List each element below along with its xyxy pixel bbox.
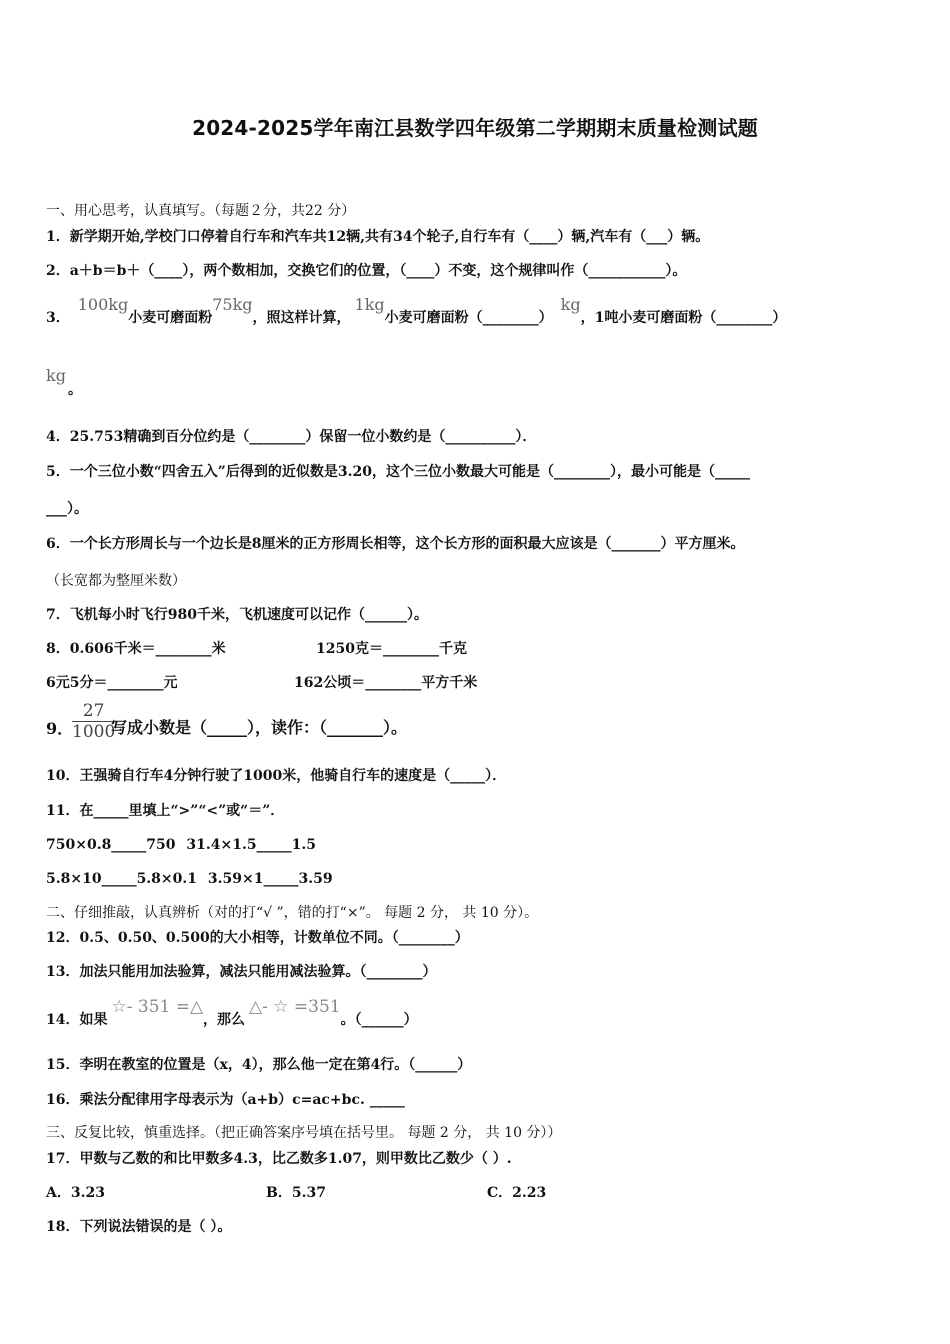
q9-numerator: 27	[82, 701, 105, 721]
q3-period: 。	[68, 382, 82, 398]
question-9-number: 9．	[46, 719, 74, 738]
question-11-row-2: 5.8×10_____5.8×0.1 3.59×1_____3.59	[46, 871, 333, 887]
q14-text-1: 14．如果	[46, 1012, 108, 1028]
section-1-heading: 一、用心思考，认真填写。（每题２分，共22 分）	[46, 203, 356, 219]
q17-option-b: B．5.37	[266, 1185, 326, 1201]
question-4: 4．25.753精确到百分位约是（________）保留一位小数约是（__________）．	[46, 429, 537, 445]
question-3-number: 3．	[46, 310, 70, 326]
q8-part-a: 8．0.606千米＝________米	[46, 641, 226, 657]
page-title: 2024-2025学年南江县数学四年级第二学期期末质量检测试题	[192, 116, 758, 140]
question-11: 11．在_____里填上“>”“<”或“＝”．	[46, 803, 285, 819]
question-3-continued	[46, 366, 82, 398]
q14-expression-1: ☆- 351 =△	[111, 997, 204, 1017]
question-6-note: （长宽都为整厘米数）	[46, 573, 186, 589]
question-9-text: 写成小数是（_____），读作：（_______）。	[111, 718, 408, 737]
q3-1kg: 1kg	[354, 295, 385, 314]
q14-text-3: 。（______）	[340, 1012, 418, 1028]
question-3	[46, 295, 787, 328]
q3-text-3: 小麦可磨面粉（________）	[384, 310, 553, 326]
question-16: 16．乘法分配律用字母表示为（a+b）c=ac+bc. _____	[46, 1092, 405, 1108]
q8-part-b: 1250克＝________千克	[316, 641, 467, 657]
question-17: 17．甲数与乙数的和比甲数多4.3，比乙数多1.07，则甲数比乙数少（ ）.	[46, 1151, 512, 1167]
q9-denominator: 1000	[72, 722, 116, 742]
q3-kg-1: kg	[560, 295, 581, 314]
question-8-row-2	[46, 673, 478, 693]
question-5: 5．一个三位小数“四舍五入”后得到的近似数是3.20，这个三位小数最大可能是（________），最小可能是（_____	[46, 464, 750, 480]
q9-fraction	[72, 702, 115, 741]
question-13: 13．加法只能用加法验算，减法只能用减法验算。（________）	[46, 964, 437, 980]
question-8-row-1	[46, 639, 467, 659]
question-10: 10．王强骑自行车4分钟行驶了1000米，他骑自行车的速度是（_____）．	[46, 768, 507, 784]
question-15: 15．李明在教室的位置是（x，4），那么他一定在第4行。（______）	[46, 1057, 472, 1073]
question-17-options	[46, 1183, 547, 1203]
question-6: 6．一个长方形周长与一个边长是8厘米的正方形周长相等，这个长方形的面积最大应该是（_______）平方厘米。	[46, 536, 745, 552]
question-5-continued: ___）。	[46, 501, 88, 517]
question-18: 18．下列说法错误的是（ ）。	[46, 1219, 232, 1235]
question-12: 12．0.5、0.50、0.500的大小相等，计数单位不同。（________）	[46, 930, 469, 946]
question-7: 7．飞机每小时飞行980千米，飞机速度可以记作（______）。	[46, 607, 428, 623]
q14-text-2: ，那么	[203, 1012, 246, 1028]
q3-text-4: ，1吨小麦可磨面粉（________）	[580, 310, 787, 326]
q3-75kg: 75kg	[212, 295, 253, 314]
question-11-row-1: 750×0.8_____750 31.4×1.5_____1.5	[46, 837, 316, 853]
q8-part-c: 6元5分＝________元	[46, 675, 178, 691]
q3-100kg: 100kg	[77, 295, 129, 314]
q3-text-1: 小麦可磨面粉	[128, 310, 213, 326]
q17-option-a: A．3.23	[46, 1185, 105, 1201]
section-3-heading: 三、反复比较，慎重选择。（把正确答案序号填在括号里。 每题 2 分， 共 10 分））	[46, 1125, 562, 1141]
q17-option-c: C．2.23	[487, 1185, 547, 1201]
q3-kg-2: kg	[46, 366, 66, 385]
question-14	[46, 997, 418, 1030]
question-2: 2．a＋b＝b＋（____），两个数相加，交换它们的位置，（____）不变，这个规律叫作（___________）。	[46, 263, 687, 279]
question-1: 1．新学期开始,学校门口停着自行车和汽车共12辆,共有34个轮子,自行车有（____）辆,汽车有（___）辆。	[46, 229, 710, 245]
q3-text-2: ，照这样计算，	[252, 310, 351, 326]
section-2-heading: 二、仔细推敲，认真辨析（对的打“√ ”，错的打“×”。 每题 2 分， 共 10 分）。	[46, 905, 539, 921]
q8-part-d: 162公顷＝________平方千米	[294, 675, 478, 691]
q14-expression-2: △- ☆ =351	[249, 997, 341, 1017]
